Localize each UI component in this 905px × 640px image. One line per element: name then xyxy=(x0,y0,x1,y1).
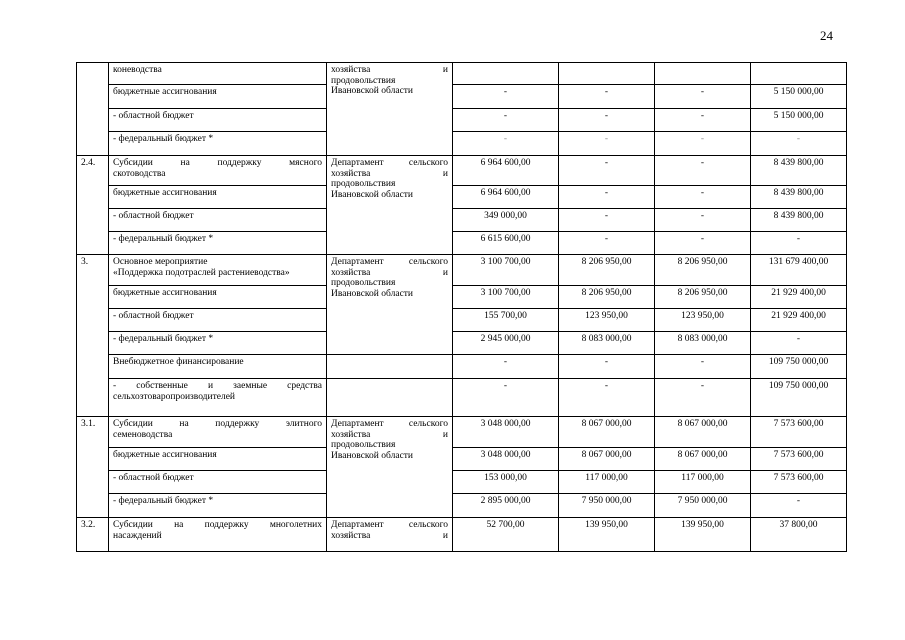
activity-name-cell: - областной бюджет xyxy=(109,109,327,132)
page-number: 24 xyxy=(820,28,833,43)
value-cell-1: 3 048 000,00 xyxy=(453,417,559,448)
department-cell: Департамент сельского хозяйства и продовольствия Ивановской области xyxy=(327,255,453,355)
activity-name-cell: - областной бюджет xyxy=(109,209,327,232)
value-cell-3: 8 206 950,00 xyxy=(655,286,751,309)
value-cell-4: 7 573 600,00 xyxy=(751,448,847,471)
activity-name-cell: Основное мероприятие «Поддержка подотраслей растениеводства» xyxy=(109,255,327,286)
value-cell-4: - xyxy=(751,132,847,156)
value-cell-4: 131 679 400,00 xyxy=(751,255,847,286)
table-row xyxy=(77,471,847,494)
value-cell-1: - xyxy=(453,132,559,156)
value-cell-4: 5 150 000,00 xyxy=(751,109,847,132)
value-cell-1: 6 964 600,00 xyxy=(453,186,559,209)
value-cell-2: 139 950,00 xyxy=(559,518,655,552)
table-row xyxy=(77,255,847,286)
value-cell-2: - xyxy=(559,209,655,232)
value-cell-2: 8 206 950,00 xyxy=(559,255,655,286)
table-row xyxy=(77,417,847,448)
department-cell: хозяйства и продовольствия Ивановской области xyxy=(327,63,453,156)
value-cell-2: 8 206 950,00 xyxy=(559,286,655,309)
value-cell-1: 3 100 700,00 xyxy=(453,286,559,309)
table-row xyxy=(77,85,847,109)
value-cell-4: 21 929 400,00 xyxy=(751,286,847,309)
value-cell-1: 155 700,00 xyxy=(453,309,559,332)
value-cell-1: 2 945 000,00 xyxy=(453,332,559,355)
activity-name-cell: - областной бюджет xyxy=(109,309,327,332)
value-cell-3: - xyxy=(655,355,751,379)
activity-name-cell: Внебюджетное финансирование xyxy=(109,355,327,379)
value-cell-3: - xyxy=(655,379,751,417)
value-cell-2: - xyxy=(559,132,655,156)
value-cell-3: - xyxy=(655,132,751,156)
value-cell-4: 37 800,00 xyxy=(751,518,847,552)
value-cell-3: - xyxy=(655,85,751,109)
table-row xyxy=(77,186,847,209)
value-cell-2: - xyxy=(559,232,655,255)
activity-name-cell: - собственные и заемные средства сельхозтоваропроизводителей xyxy=(109,379,327,417)
value-cell-1 xyxy=(453,63,559,85)
activity-name-cell: бюджетные ассигнования xyxy=(109,286,327,309)
value-cell-2: - xyxy=(559,156,655,186)
activity-name-cell: - федеральный бюджет * xyxy=(109,494,327,518)
table-row xyxy=(77,156,847,186)
value-cell-2: 8 067 000,00 xyxy=(559,448,655,471)
value-cell-4: - xyxy=(751,332,847,355)
value-cell-3: 139 950,00 xyxy=(655,518,751,552)
row-number-cell xyxy=(77,63,109,156)
value-cell-4: - xyxy=(751,232,847,255)
activity-name-cell: - областной бюджет xyxy=(109,471,327,494)
value-cell-1: - xyxy=(453,355,559,379)
value-cell-3: 123 950,00 xyxy=(655,309,751,332)
row-number-cell: 3.1. xyxy=(77,417,109,518)
activity-name-cell: коневодства xyxy=(109,63,327,85)
value-cell-2: - xyxy=(559,186,655,209)
value-cell-3: 8 067 000,00 xyxy=(655,417,751,448)
table-row xyxy=(77,448,847,471)
table-row xyxy=(77,379,847,417)
value-cell-1: 3 100 700,00 xyxy=(453,255,559,286)
value-cell-4: 8 439 800,00 xyxy=(751,156,847,186)
value-cell-4 xyxy=(751,63,847,85)
table-row xyxy=(77,286,847,309)
activity-name-cell: Субсидии на поддержку мясного скотоводства xyxy=(109,156,327,186)
value-cell-1: 6 964 600,00 xyxy=(453,156,559,186)
value-cell-3: 117 000,00 xyxy=(655,471,751,494)
department-cell: Департамент сельского хозяйства и продовольствия Ивановской области xyxy=(327,156,453,255)
table-row xyxy=(77,232,847,255)
activity-name-cell: - федеральный бюджет * xyxy=(109,232,327,255)
activity-name-cell: Субсидии на поддержку элитного семеноводства xyxy=(109,417,327,448)
value-cell-2: 8 067 000,00 xyxy=(559,417,655,448)
value-cell-3: 7 950 000,00 xyxy=(655,494,751,518)
table-row xyxy=(77,63,847,85)
department-cell xyxy=(327,379,453,417)
value-cell-2: 7 950 000,00 xyxy=(559,494,655,518)
activity-name-cell: Субсидии на поддержку многолетних насаждений xyxy=(109,518,327,552)
table-row xyxy=(77,355,847,379)
value-cell-1: - xyxy=(453,379,559,417)
value-cell-3: 8 206 950,00 xyxy=(655,255,751,286)
table-row xyxy=(77,209,847,232)
value-cell-4: 8 439 800,00 xyxy=(751,186,847,209)
table-row xyxy=(77,109,847,132)
department-cell: Департамент сельского хозяйства и продовольствия Ивановской области xyxy=(327,417,453,518)
value-cell-3: - xyxy=(655,232,751,255)
table-row xyxy=(77,494,847,518)
value-cell-3: 8 083 000,00 xyxy=(655,332,751,355)
activity-name-cell: - федеральный бюджет * xyxy=(109,332,327,355)
value-cell-4: 7 573 600,00 xyxy=(751,471,847,494)
value-cell-3: - xyxy=(655,186,751,209)
department-cell: Департамент сельского хозяйства и xyxy=(327,518,453,552)
table-row xyxy=(77,309,847,332)
value-cell-4: 109 750 000,00 xyxy=(751,379,847,417)
table-row xyxy=(77,518,847,552)
value-cell-1: 153 000,00 xyxy=(453,471,559,494)
value-cell-2: - xyxy=(559,85,655,109)
activity-name-cell: бюджетные ассигнования xyxy=(109,85,327,109)
value-cell-3: 8 067 000,00 xyxy=(655,448,751,471)
value-cell-4: 7 573 600,00 xyxy=(751,417,847,448)
row-number-cell: 2.4. xyxy=(77,156,109,255)
value-cell-4: 21 929 400,00 xyxy=(751,309,847,332)
value-cell-1: - xyxy=(453,85,559,109)
value-cell-1: 2 895 000,00 xyxy=(453,494,559,518)
value-cell-1: 52 700,00 xyxy=(453,518,559,552)
row-number-cell: 3. xyxy=(77,255,109,417)
department-cell xyxy=(327,355,453,379)
value-cell-2: - xyxy=(559,355,655,379)
table-row xyxy=(77,132,847,156)
value-cell-1: - xyxy=(453,109,559,132)
value-cell-4: 8 439 800,00 xyxy=(751,209,847,232)
value-cell-3: - xyxy=(655,156,751,186)
value-cell-2: 117 000,00 xyxy=(559,471,655,494)
value-cell-2: 8 083 000,00 xyxy=(559,332,655,355)
value-cell-4: - xyxy=(751,494,847,518)
value-cell-2 xyxy=(559,63,655,85)
value-cell-2: - xyxy=(559,109,655,132)
value-cell-1: 349 000,00 xyxy=(453,209,559,232)
value-cell-1: 3 048 000,00 xyxy=(453,448,559,471)
budget-table xyxy=(76,62,847,552)
value-cell-3 xyxy=(655,63,751,85)
value-cell-2: - xyxy=(559,379,655,417)
activity-name-cell: бюджетные ассигнования xyxy=(109,186,327,209)
value-cell-3: - xyxy=(655,109,751,132)
row-number-cell: 3.2. xyxy=(77,518,109,552)
value-cell-1: 6 615 600,00 xyxy=(453,232,559,255)
value-cell-3: - xyxy=(655,209,751,232)
value-cell-4: 5 150 000,00 xyxy=(751,85,847,109)
table-row xyxy=(77,332,847,355)
value-cell-2: 123 950,00 xyxy=(559,309,655,332)
activity-name-cell: - федеральный бюджет * xyxy=(109,132,327,156)
value-cell-4: 109 750 000,00 xyxy=(751,355,847,379)
activity-name-cell: бюджетные ассигнования xyxy=(109,448,327,471)
